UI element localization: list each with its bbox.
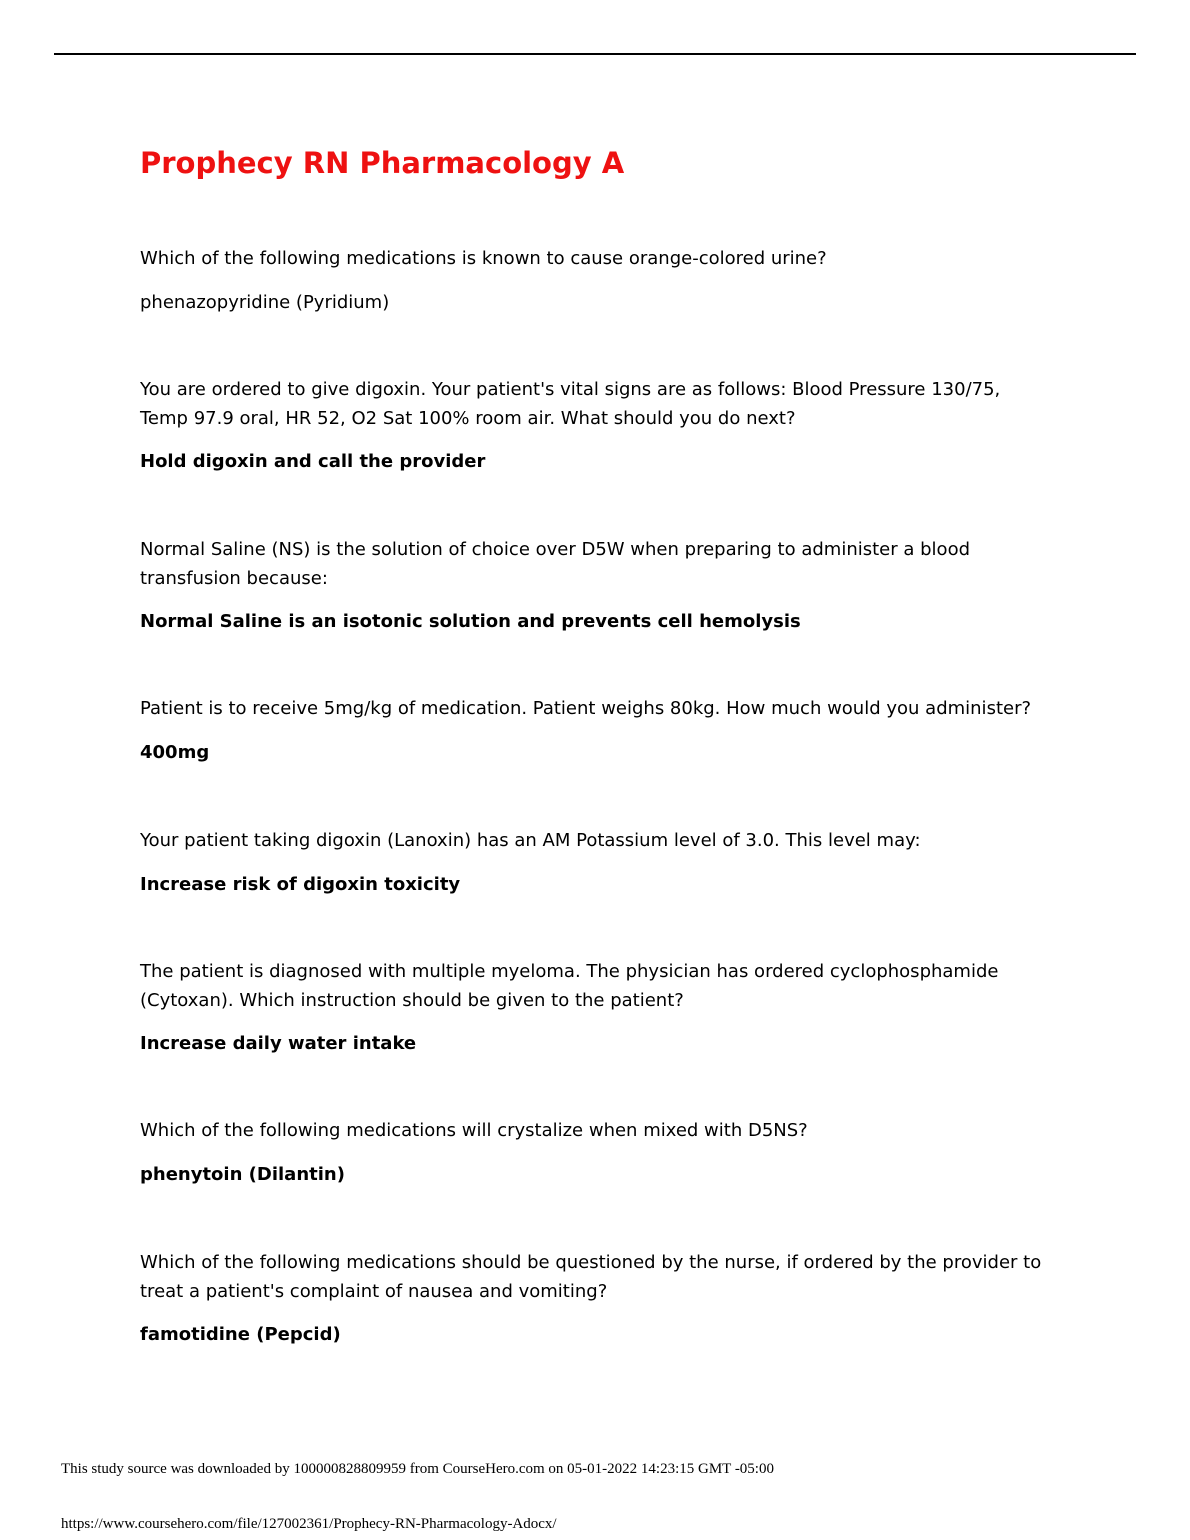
question-text: Which of the following medications should be questioned by the nurse, if ordered by the provider to treat a patient's complaint of nausea and vomiting? — [140, 1252, 1042, 1302]
qa-item-8 — [140, 1249, 1045, 1349]
answer-text: Increase daily water intake — [140, 1033, 417, 1054]
answer-text: 400mg — [140, 741, 210, 763]
qa-item-6 — [140, 958, 1045, 1058]
question-text: Normal Saline (NS) is the solution of choice over D5W when preparing to administer a blood transfusion because: — [140, 539, 971, 589]
qa-item-3 — [140, 536, 1045, 636]
qa-item-2 — [140, 376, 1045, 476]
header-rule — [54, 53, 1136, 55]
answer-text: phenazopyridine (Pyridium) — [140, 291, 390, 313]
question-text: The patient is diagnosed with multiple myeloma. The physician has ordered cyclophosphamide (Cytoxan). Which instruction should be given to the patient? — [140, 961, 999, 1011]
answer-text: Normal Saline is an isotonic solution and prevents cell hemolysis — [140, 611, 801, 632]
document-title: Prophecy RN Pharmacology A — [140, 146, 625, 180]
question-text: Patient is to receive 5mg/kg of medication. Patient weighs 80kg. How much would you administer? — [140, 698, 1032, 719]
question-text: Which of the following medications will crystalize when mixed with D5NS? — [140, 1120, 808, 1141]
qa-item-5 — [140, 827, 1045, 899]
answer-text: Increase risk of digoxin toxicity — [140, 873, 461, 895]
question-text: Which of the following medications is known to cause orange-colored urine? — [140, 248, 827, 269]
download-source-note: This study source was downloaded by 100000828809959 from CourseHero.com on 05-01-2022 14:23:15 GMT -05:00 — [61, 1461, 774, 1477]
question-text: You are ordered to give digoxin. Your patient's vital signs are as follows: Blood Pressure 130/75, Temp 97.9 oral, HR 52, O2 Sat 100% room air. What should you do next? — [140, 379, 1001, 429]
source-url[interactable]: https://www.coursehero.com/file/127002361/Prophecy-RN-Pharmacology-Adocx/ — [61, 1516, 557, 1532]
qa-item-4 — [140, 695, 1045, 767]
answer-text: phenytoin (Dilantin) — [140, 1163, 345, 1185]
qa-item-7 — [140, 1117, 1045, 1189]
answer-text: Hold digoxin and call the provider — [140, 451, 486, 472]
question-text: Your patient taking digoxin (Lanoxin) has an AM Potassium level of 3.0. This level may: — [140, 830, 921, 851]
answer-text: famotidine (Pepcid) — [140, 1324, 341, 1345]
qa-item-1 — [140, 245, 1045, 317]
